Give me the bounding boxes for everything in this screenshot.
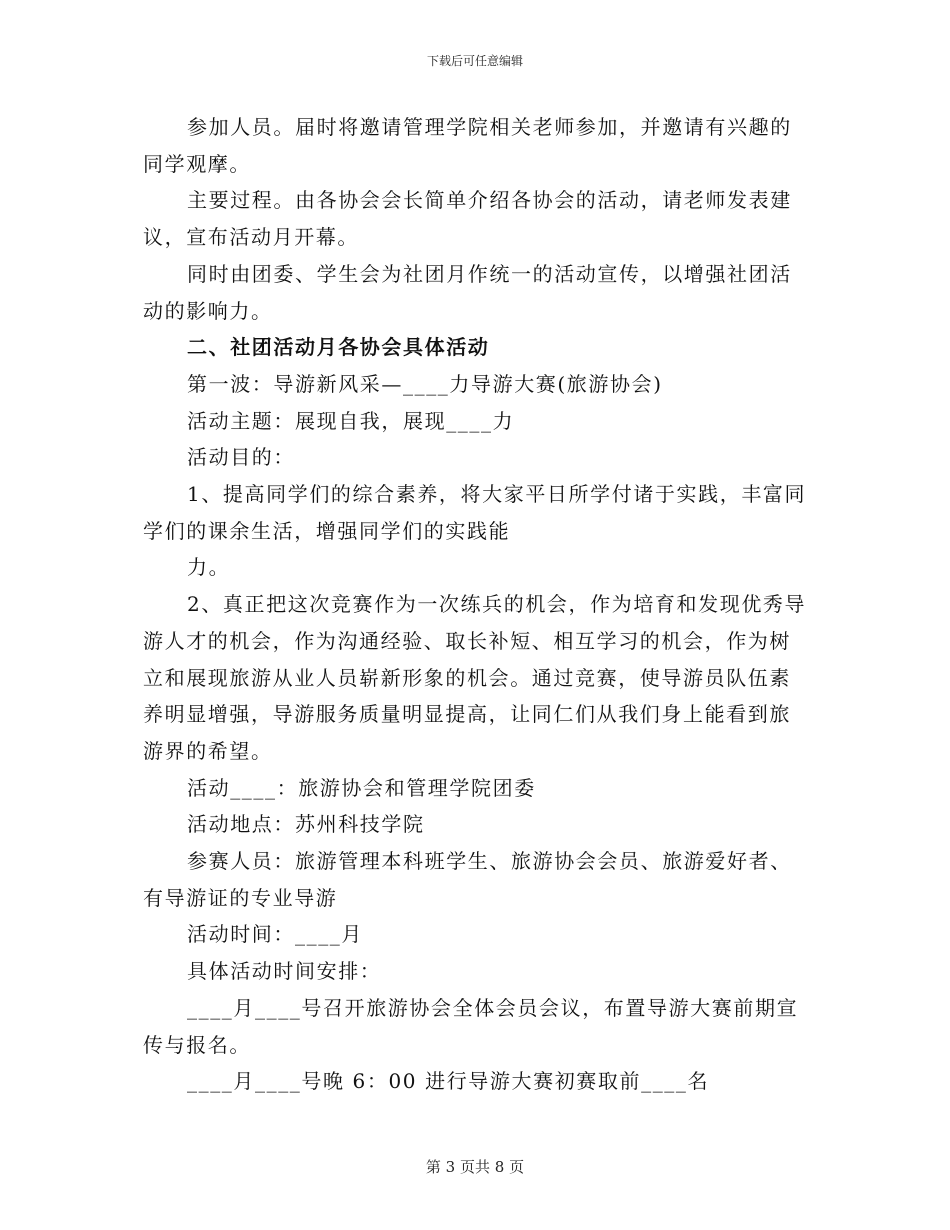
text-line: 参赛人员：旅游管理本科班学生、旅游协会会员、旅游爱好者、 bbox=[187, 849, 792, 874]
text-line: 活动____：旅游协会和管理学院团委 bbox=[187, 775, 536, 800]
text-line: 1、提高同学们的综合素养，将大家平日所学付诸于实践，丰富同 bbox=[187, 482, 807, 507]
text-line: 同学观摩。 bbox=[143, 151, 251, 176]
text-line: ____月____号召开旅游协会全体会员会议，布置导游大赛前期宣 bbox=[187, 995, 799, 1020]
text-line: 力。 bbox=[187, 555, 231, 580]
text-line: 具体活动时间安排： bbox=[187, 959, 382, 984]
section-heading: 二、社团活动月各协会具体活动 bbox=[187, 335, 490, 360]
text-line: 第一波：导游新风采—____力导游大赛(旅游协会) bbox=[187, 371, 663, 396]
text-line: 传与报名。 bbox=[143, 1032, 251, 1057]
text-line: 议，宣布活动月开幕。 bbox=[143, 225, 359, 250]
text-line: 动的影响力。 bbox=[143, 298, 273, 323]
page-footer: 第 3 页共 8 页 bbox=[425, 1158, 525, 1176]
text-line: 游界的希望。 bbox=[143, 738, 273, 763]
text-line: 活动主题：展现自我，展现____力 bbox=[187, 408, 515, 433]
text-line: 参加人员。届时将邀请管理学院相关老师参加，并邀请有兴趣的 bbox=[187, 115, 792, 139]
text-line: 活动目的： bbox=[187, 445, 295, 470]
text-line: 有导游证的专业导游 bbox=[143, 885, 338, 910]
text-line: 立和展现旅游从业人员崭新形象的机会。通过竞赛，使导游员队伍素 bbox=[143, 665, 791, 690]
text-line: 活动时间：____月 bbox=[187, 922, 363, 947]
text-line: 主要过程。由各协会会长简单介绍各协会的活动，请老师发表建 bbox=[187, 188, 792, 213]
text-line: 活动地点：苏州科技学院 bbox=[187, 812, 425, 837]
text-line: 学们的课余生活，增强同学们的实践能 bbox=[143, 518, 511, 543]
text-line: 养明显增强，导游服务质量明显提高，让同仁们从我们身上能看到旅 bbox=[143, 702, 791, 727]
text-line: 同时由团委、学生会为社团月作统一的活动宣传，以增强社团活 bbox=[187, 261, 792, 286]
text-line: 游人才的机会，作为沟通经验、取长补短、相互学习的机会，作为树 bbox=[143, 628, 791, 653]
document-body bbox=[143, 109, 807, 1100]
text-line: 2、真正把这次竞赛作为一次练兵的机会，作为培育和发现优秀导 bbox=[187, 592, 807, 617]
text-line: ____月____号晚 6：00 进行导游大赛初赛取前____名 bbox=[187, 1069, 710, 1094]
page-header: 下载后可任意编辑 bbox=[426, 54, 523, 68]
